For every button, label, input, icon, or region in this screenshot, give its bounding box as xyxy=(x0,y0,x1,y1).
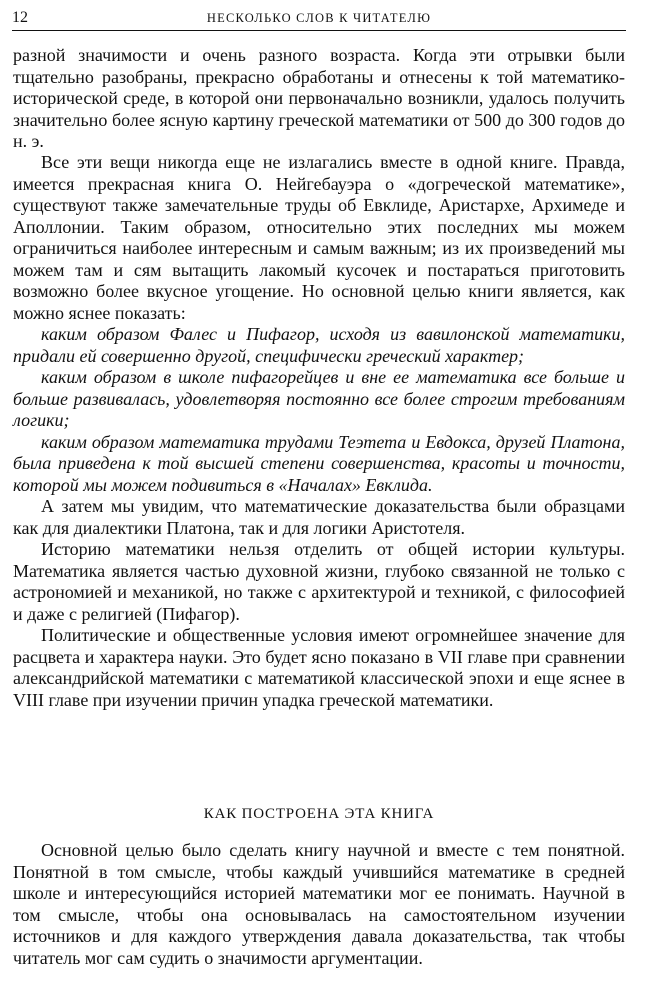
section-heading: КАК ПОСТРОЕНА ЭТА КНИГА xyxy=(203,806,435,822)
paragraph-plato-aristotle: А затем мы увидим, что математические доказательства были образцами как для диалектики Платона, так и для логики Аристотеля. xyxy=(13,496,625,538)
paragraph-continuation: разной значимости и очень разного возраста. Когда эти отрывки были тщательно разобраны, прекрасно обработаны и отнесены к той математико-исторической среде, в которой они первоначально возникли, удалось получить значительно более ясную картину греческой математики от 500 до 300 годов до н. э. xyxy=(13,45,625,151)
paragraph-book-goals: Все эти вещи никогда еще не излагались вместе в одной книге. Правда, имеется прекрасная книга О. Нейгебауэра о «догреческой математике», существуют также замечательные труды об Евклиде, Аристархе, Архимеде и Аполлонии. Таким образом, относительно этих последних мы можем ограничиться наиболее интересным и самым важным; из их произведений мы можем там и сям вытащить лакомый кусочек и постараться приготовить возможно более вкусное угощение. Но основной целью книги является, как можно яснее показать: xyxy=(13,152,625,323)
goal-item-thales-pythagoras: каким образом Фалес и Пифагор, исходя из вавилонской математики, придали ей совершенно другой, специфически греческий характер; xyxy=(13,324,625,366)
page-number: 12 xyxy=(12,9,28,26)
goal-item-pythagorean-school: каким образом в школе пифагорейцев и вне ее математика все больше и больше развивалась, удовлетворяя постоянно все более строгим требованиям логики; xyxy=(13,367,625,430)
section-text-block xyxy=(13,840,625,969)
continuation-paragraph-block xyxy=(13,45,625,153)
running-title: НЕСКОЛЬКО СЛОВ К ЧИТАТЕЛЮ xyxy=(206,11,432,25)
main-text-block xyxy=(13,152,625,711)
paragraph-political-conditions: Политические и общественные условия имеют огромнейшее значение для расцвета и характера науки. Это будет ясно показано в VII главе при сравнении александрийской математики с математикой классической эпохи и еще яснее в VIII главе при изучении причин упадка греческой математики. xyxy=(13,625,625,710)
running-header xyxy=(12,8,626,31)
goal-item-theaetetus-eudoxus: каким образом математика трудами Теэтета и Евдокса, друзей Платона, была приведена к той высшей степени совершенства, красоты и точности, которой мы можем подивиться в «Началах» Евклида. xyxy=(13,431,625,495)
paragraph-history-of-culture: Историю математики нельзя отделить от общей истории культуры. Математика является частью духовной жизни, глубоко связанной не только с астрономией и механикой, но также с архитектурой и техникой, с философией и даже с религией (Пифагор). xyxy=(13,539,625,624)
paragraph-book-structure: Основной целью было сделать книгу научной и вместе с тем понятной. Понятной в том смысле, чтобы каждый учившийся математике в средней школе и интересующийся историей математики мог ее понимать. Научной в том смысле, чтобы она основывалась на самостоятельном изучении источников и для каждого утверждения давала доказательства, так чтобы читатель мог сам судить о значимости аргументации. xyxy=(13,840,625,968)
